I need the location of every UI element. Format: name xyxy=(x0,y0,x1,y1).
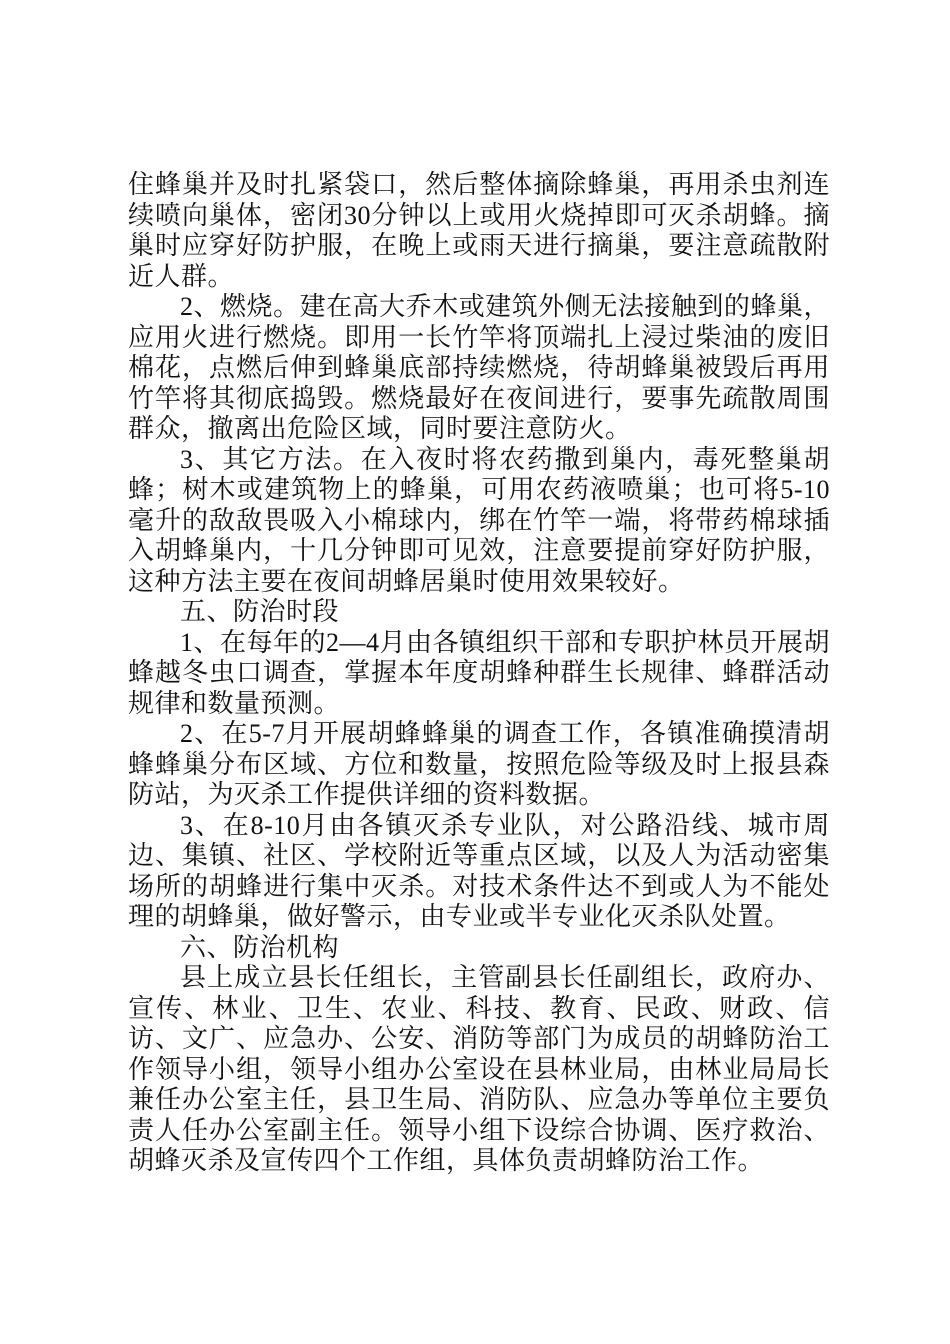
paragraph-aug-oct-eradication: 3、在8-10月由各镇灭杀专业队，对公路沿线、城市周边、集镇、社区、学校附近等重点区域，以及人为活动密集场所的胡蜂进行集中灭杀。对技术条件达不到或人为不能处理的胡蜂巢，做好警示，由专业或半专业化灭杀队处置。 xyxy=(128,810,830,931)
heading-section-6-control-organization: 六、防治机构 xyxy=(180,932,340,962)
paragraph-other-methods: 3、其它方法。在入夜时将农药撒到巢内，毒死整巢胡蜂；树木或建筑物上的蜂巢，可用农药液喷巢；也可将5-10毫升的敌敌畏吸入小棉球内，绑在竹竿一端，将带药棉球插入胡蜂巢内，十几分钟即可见效，注意要提前穿好防护服，这种方法主要在夜间胡蜂居巢时使用效果较好。 xyxy=(128,444,830,596)
paragraph-nest-removal-continued: 住蜂巢并及时扎紧袋口，然后整体摘除蜂巢，再用杀虫剂连续喷向巢体，密闭30分钟以上或用火烧掉即可灭杀胡蜂。摘巢时应穿好防护服，在晚上或雨天进行摘巢，要注意疏散附近人群。 xyxy=(128,170,830,291)
paragraph-may-jul-nest-survey: 2、在5-7月开展胡蜂蜂巢的调查工作，各镇准确摸清胡蜂蜂巢分布区域、方位和数量，按照危险等级及时上报县森防站，为灭杀工作提供详细的资料数据。 xyxy=(128,719,830,809)
paragraph-burning-method: 2、燃烧。建在高大乔木或建筑外侧无法接触到的蜂巢，应用火进行燃烧。即用一长竹竿将顶端扎上浸过柴油的废旧棉花，点燃后伸到蜂巢底部持续燃烧，待胡蜂巢被毁后再用竹竿将其彻底捣毁。燃烧最好在夜间进行，要事先疏散周围群众，撤离出危险区域，同时要注意防火。 xyxy=(128,292,830,443)
heading-section-5-control-period: 五、防治时段 xyxy=(180,597,340,626)
paragraph-feb-apr-overwinter-survey: 1、在每年的2—4月由各镇组织干部和专职护林员开展胡蜂越冬虫口调查，掌握本年度胡蜂种群生长规律、蜂群活动规律和数量预测。 xyxy=(128,627,831,718)
document-body-text xyxy=(128,170,830,1177)
paragraph-leading-group-organization: 县上成立县长任组长，主管副县长任副组长，政府办、宣传、林业、卫生、农业、科技、教育、民政、财政、信访、文广、应急办、公安、消防等部门为成员的胡蜂防治工作领导小组，领导小组办公室设在县林业局，由林业局局长兼任办公室主任，县卫生局、消防队、应急办等单位主要负责人任办公室副主任。领导小组下设综合协调、医疗救治、胡蜂灭杀及宣传四个工作组，具体负责胡蜂防治工作。 xyxy=(128,963,830,1175)
